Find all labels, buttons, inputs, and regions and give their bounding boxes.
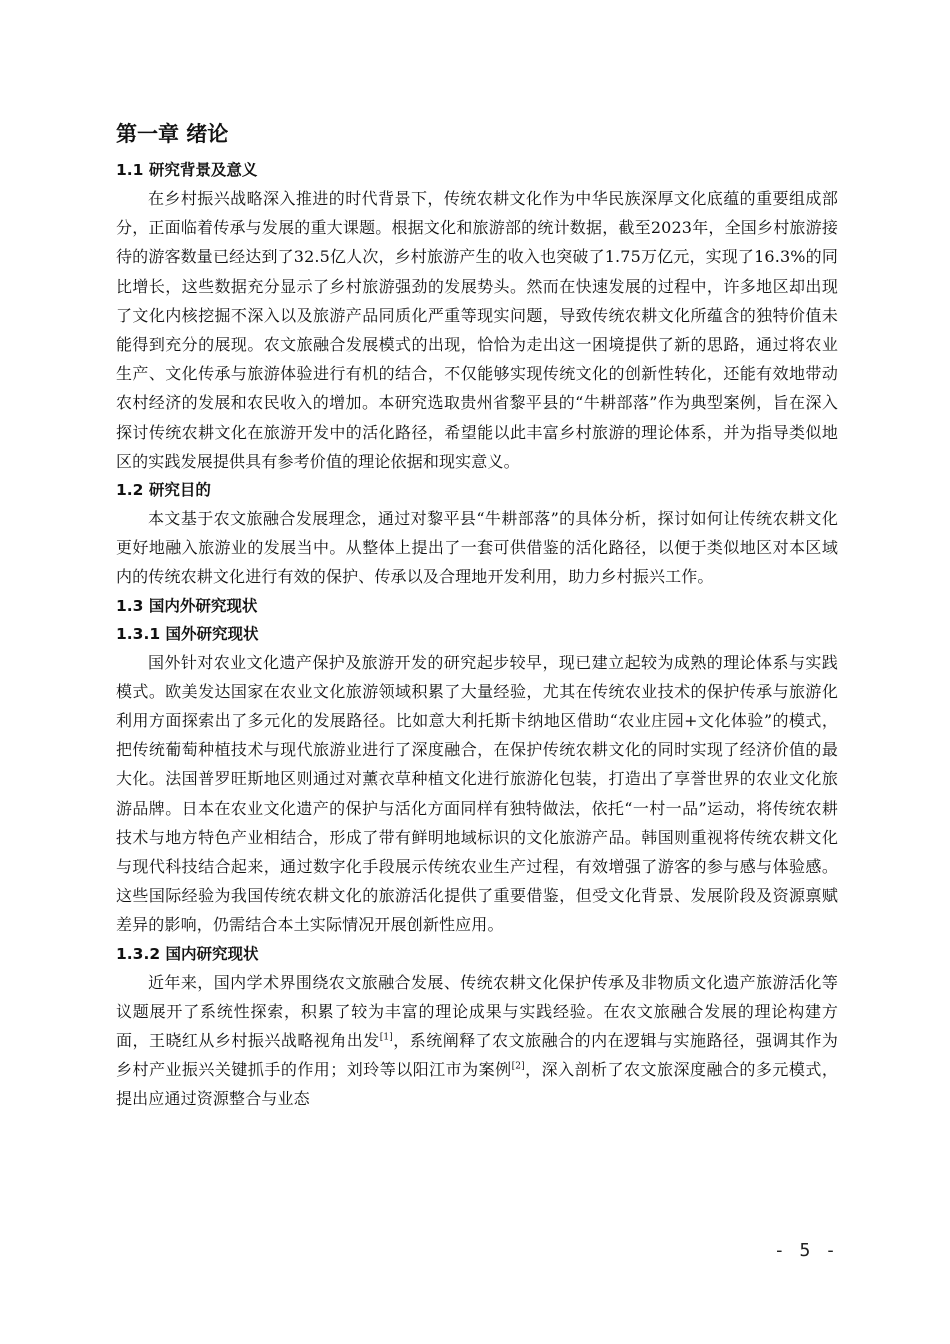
citation-ref-2[interactable]: [2]: [511, 1061, 525, 1072]
chapter-title: 第一章 绪论: [116, 122, 229, 146]
page-content: [116, 118, 838, 1114]
citation-ref-1[interactable]: [1]: [379, 1032, 393, 1043]
section-heading-1-3-2: 1.3.2 国内研究现状: [116, 944, 259, 963]
section-paragraph-1-2: 本文基于农文旅融合发展理念，通过对黎平县“牛耕部落”的具体分析，探讨如何让传统农耕文化更好地融入旅游业的发展当中。从整体上提出了一套可供借鉴的活化路径，以便于类似地区对本区域内的传统农耕文化进行有效的保护、传承以及合理地开发利用，助力乡村振兴工作。: [116, 509, 838, 587]
section-heading-1-2: 1.2 研究目的: [116, 481, 211, 500]
section-paragraph-1-3-1: 国外针对农业文化遗产保护及旅游开发的研究起步较早，现已建立起较为成熟的理论体系与实践模式。欧美发达国家在农业文化旅游领域积累了大量经验，尤其在传统农业技术的保护传承与旅游化利用方面探索出了多元化的发展路径。比如意大利托斯卡纳地区借助“农业庄园+文化体验”的模式，把传统葡萄种植技术与现代旅游业进行了深度融合，在保护传统农耕文化的同时实现了经济价值的最大化。法国普罗旺斯地区则通过对薰衣草种植文化进行旅游化包装，打造出了享誉世界的农业文化旅游品牌。日本在农业文化遗产的保护与活化方面同样有独特做法，依托“一村一品”运动，将传统农耕技术与地方特色产业相结合，形成了带有鲜明地域标识的文化旅游产品。韩国则重视将传统农耕文化与现代科技结合起来，通过数字化手段展示传统农业生产过程，有效增强了游客的参与感与体验感。这些国际经验为我国传统农耕文化的旅游活化提供了重要借鉴，但受文化背景、发展阶段及资源禀赋差异的影响，仍需结合本土实际情况开展创新性应用。: [116, 652, 838, 935]
section-heading-1-1: 1.1 研究背景及意义: [116, 161, 258, 179]
section-heading-1-3-1: 1.3.1 国外研究现状: [116, 624, 259, 643]
paragraph-text-part: ，系统阐释了农文旅融合的内在逻辑与实施路径，强调其作为乡村产业振兴关键抓手的作用；刘玲等以阳江市为案例: [116, 1031, 838, 1080]
section-paragraph-1-1: 在乡村振兴战略深入推进的时代背景下，传统农耕文化作为中华民族深厚文化底蕴的重要组成部分，正面临着传承与发展的重大课题。根据文化和旅游部的统计数据，截至2023年，全国乡村旅游接待的游客数量已经达到了32.5亿人次，乡村旅游产生的收入也突破了1.75万亿元，实现了16.3%的同比增长，这些数据充分显示了乡村旅游强劲的发展势头。然而在快速发展的过程中，许多地区却出现了文化内核挖掘不深入以及旅游产品同质化严重等现实问题，导致传统农耕文化所蕴含的独特价值未能得到充分的展现。农文旅融合发展模式的出现，恰恰为走出这一困境提供了新的思路，通过将农业生产、文化传承与旅游体验进行有机的结合，不仅能够实现传统文化的创新性转化，还能有效地带动农村经济的发展和农民收入的增加。本研究选取贵州省黎平县的“牛耕部落”作为典型案例，旨在深入探讨传统农耕文化在旅游开发中的活化路径，希望能以此丰富乡村旅游的理论体系，并为指导类似地区的实践发展提供具有参考价值的理论依据和现实意义。: [116, 189, 838, 471]
paragraph-text-part: ，深入剖析了农文旅深度融合的多元模式，提出应通过资源整合与业态: [116, 1060, 838, 1109]
section-heading-1-3: 1.3 国内外研究现状: [116, 596, 258, 615]
section-paragraph-1-3-2: [116, 968, 838, 1114]
page-number: - 5 -: [773, 1240, 838, 1261]
paragraph-text-part: 近年来，国内学术界围绕农文旅融合发展、传统农耕文化保护传承及非物质文化遗产旅游活化等议题展开了系统性探索，积累了较为丰富的理论成果与实践经验。在农文旅融合发展的理论构建方面，王晓红从乡村振兴战略视角出发: [116, 972, 838, 1051]
